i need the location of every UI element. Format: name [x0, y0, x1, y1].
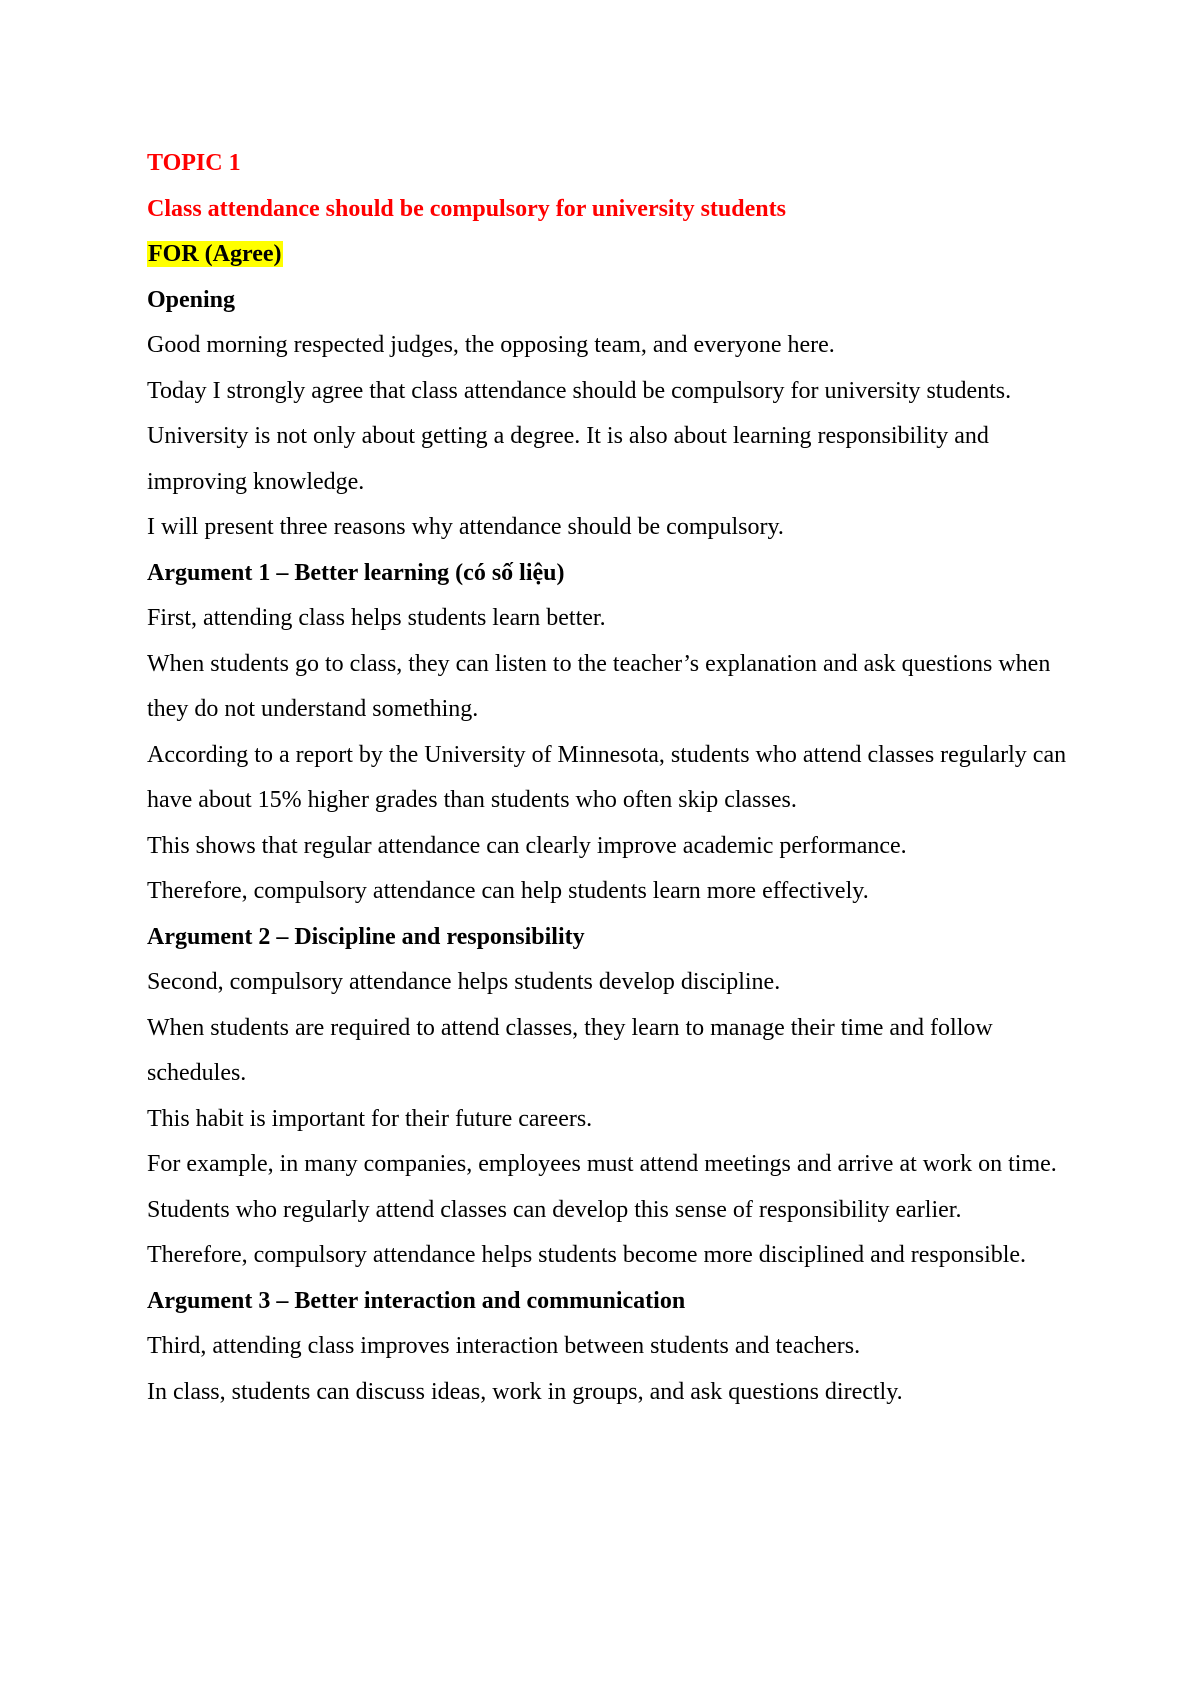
paragraph: I will present three reasons why attendance should be compulsory. — [147, 514, 784, 540]
paragraph: When students are required to attend classes, they learn to manage their time and follow schedules. — [147, 1014, 993, 1086]
paragraph: In class, students can discuss ideas, work in groups, and ask questions directly. — [147, 1378, 903, 1405]
paragraph: According to a report by the University of Minnesota, students who attend classes regularly can have about 15% higher grades than students who often skip classes. — [147, 741, 1067, 813]
document-body — [147, 141, 1077, 1415]
paragraph: Second, compulsory attendance helps students develop discipline. — [147, 969, 781, 995]
paragraph: Third, attending class improves interaction between students and teachers. — [147, 1333, 861, 1359]
paragraph: Therefore, compulsory attendance can help students learn more effectively. — [147, 878, 869, 904]
paragraph: Today I strongly agree that class attendance should be compulsory for university students. — [147, 377, 1012, 404]
side-label: FOR (Agree) — [148, 241, 282, 267]
paragraph: Therefore, compulsory attendance helps students become more disciplined and responsible. — [147, 1242, 1027, 1268]
paragraph: This habit is important for their future careers. — [147, 1105, 593, 1132]
paragraph: First, attending class helps students learn better. — [147, 605, 606, 631]
paragraph: When students go to class, they can listen to the teacher’s explanation and ask questions when they do not understand something. — [147, 650, 1051, 722]
section-heading-argument-3: Argument 3 – Better interaction and communication — [147, 1287, 686, 1314]
topic-label: TOPIC 1 — [147, 150, 241, 176]
paragraph: This shows that regular attendance can clearly improve academic performance. — [147, 832, 907, 859]
section-heading-argument-1: Argument 1 – Better learning (có số liệu) — [147, 559, 565, 586]
side-label-line — [147, 232, 1077, 278]
section-heading-opening: Opening — [147, 286, 236, 313]
paragraph: University is not only about getting a degree. It is also about learning responsibility and improving knowledge. — [147, 423, 989, 495]
paragraph: Good morning respected judges, the opposing team, and everyone here. — [147, 332, 835, 358]
paragraph: For example, in many companies, employees must attend meetings and arrive at work on time. Students who regularly attend classes can develop this sense of responsibility earlier. — [147, 1151, 1057, 1223]
section-heading-argument-2: Argument 2 – Discipline and responsibility — [147, 923, 585, 950]
motion-title: Class attendance should be compulsory for university students — [147, 195, 786, 222]
